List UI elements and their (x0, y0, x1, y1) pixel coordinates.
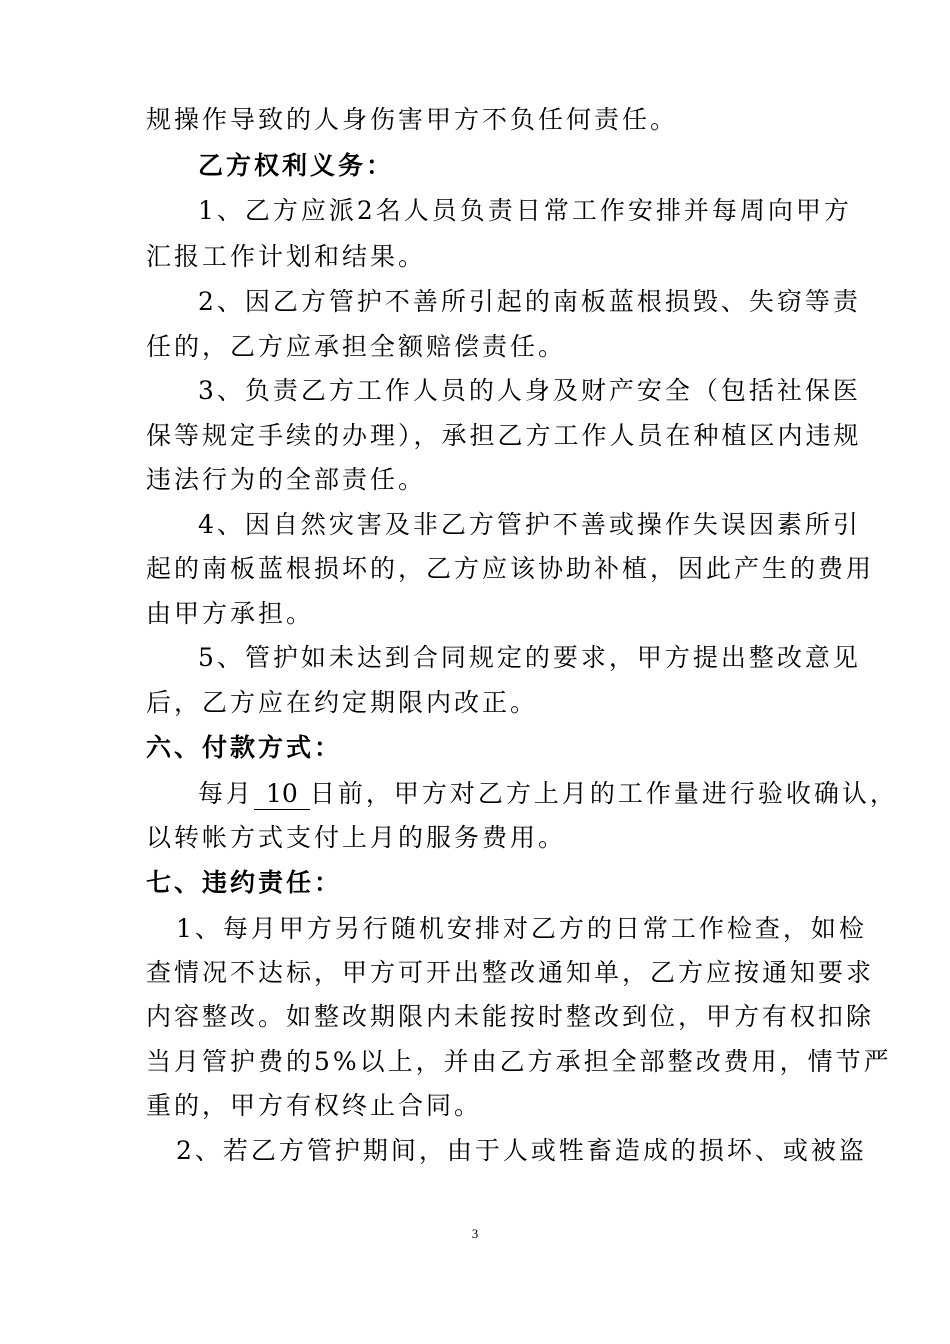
paragraph-line: 重的，甲方有权终止合同。 (146, 1091, 483, 1120)
paragraph-line: 1、每月甲方另行随机安排对乙方的日常工作检查，如检 (176, 914, 867, 943)
paragraph-line: 5、管护如未达到合同规定的要求，甲方提出整改意见 (198, 643, 861, 672)
paragraph-line: 以转帐方式支付上月的服务费用。 (146, 823, 567, 852)
paragraph-line: 起的南板蓝根损坏的，乙方应该协助补植，因此产生的费用 (146, 554, 875, 583)
paragraph-line: 违法行为的全部责任。 (146, 465, 427, 494)
paragraph-line: 当月管护费的5%以上，并由乙方承担全部整改费用，情节严 (146, 1047, 892, 1076)
paragraph-line: 2、若乙方管护期间，由于人或牲畜造成的损坏、或被盗 (176, 1136, 867, 1165)
paragraph-line: 保等规定手续的办理），承担乙方工作人员在种植区内违规 (146, 421, 862, 450)
paragraph-line: 规操作导致的人身伤害甲方不负任何责任。 (146, 105, 679, 134)
paragraph-line: 2、因乙方管护不善所引起的南板蓝根损毁、失窃等责 (198, 287, 861, 316)
page-number: 3 (471, 1226, 479, 1241)
payment-suffix: 日前，甲方对乙方上月的工作量进行验收确认， (309, 779, 898, 808)
paragraph-line: 任的，乙方应承担全额赔偿责任。 (146, 332, 567, 361)
paragraph-line: 1、乙方应派2名人员负责日常工作安排并每周向甲方 (198, 196, 852, 225)
paragraph-line: 3、负责乙方工作人员的人身及财产安全（包括社保医 (198, 376, 861, 405)
paragraph-line: 汇报工作计划和结果。 (146, 242, 427, 271)
paragraph-line: 查情况不达标，甲方可开出整改通知单，乙方应按通知要求 (146, 958, 875, 987)
paragraph-line: 由甲方承担。 (146, 599, 315, 628)
paragraph-line: 内容整改。如整改期限内未能按时整改到位，甲方有权扣除 (146, 1002, 875, 1031)
payment-day: 10 (254, 779, 310, 810)
section-heading: 乙方权利义务： (198, 151, 395, 180)
paragraph-line: 4、因自然灾害及非乙方管护不善或操作失误因素所引 (198, 510, 861, 539)
section-heading: 七、违约责任： (146, 868, 343, 897)
payment-prefix: 每月 (198, 779, 255, 808)
paragraph-line: 后，乙方应在约定期限内改正。 (146, 688, 539, 717)
payment-line (198, 774, 950, 814)
section-heading: 六、付款方式： (146, 733, 343, 762)
